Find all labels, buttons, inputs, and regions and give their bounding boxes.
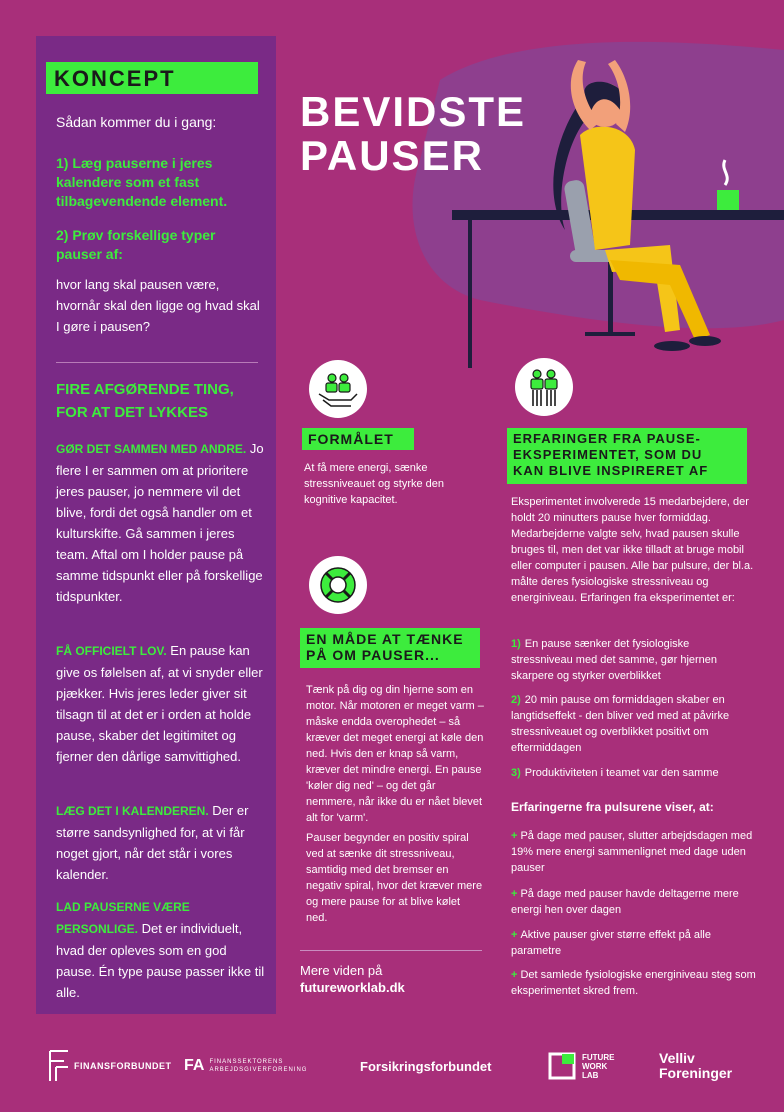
point-number: 1) bbox=[511, 638, 521, 650]
fa-mark: FA bbox=[184, 1057, 205, 1074]
fa-line-2: ARBEJDSGIVERFORENING bbox=[209, 1067, 308, 1073]
sidebar-panel bbox=[36, 36, 276, 1014]
point-text: 20 min pause om formiddagen skaber en langtidseffekt - den bliver ved med at påvirke stressniveauet og overblikket positivt om eftermiddagen bbox=[511, 694, 730, 754]
forsikringsforbundet-text: Forsikringsforbundet bbox=[360, 1058, 492, 1074]
tip-title: LÆG DET I KALENDEREN. bbox=[56, 804, 209, 818]
point-number: 3) bbox=[511, 767, 521, 779]
fwl-line-3: LAB bbox=[582, 1070, 599, 1080]
experiment-point bbox=[511, 692, 751, 756]
title-line-2: PAUSER bbox=[300, 132, 484, 179]
formaalet-text: At få mere energi, sænke stressniveauet og styrke den kognitive kapacitet. bbox=[304, 462, 445, 506]
velliv-foreninger-logo bbox=[659, 1048, 732, 1084]
tip-text: Det er individuelt, hvad der opleves som en god pause. Én type pause passer ikke til alle. bbox=[56, 921, 265, 1000]
step-1: 1) Læg pauserne i jeres kalendere som et fast tilbagevendende element. bbox=[56, 155, 228, 209]
koncept-tag: KONCEPT bbox=[46, 62, 258, 94]
more-divider bbox=[300, 950, 482, 951]
sidebar-divider bbox=[56, 362, 258, 363]
experiment-point bbox=[511, 636, 751, 684]
title-line-1: BEVIDSTE bbox=[300, 88, 527, 135]
tip-title: LAD PAUSERNE VÆRE PERSONLIGE. bbox=[56, 900, 190, 936]
experiment-point bbox=[511, 765, 751, 781]
pulse-bullet bbox=[511, 886, 756, 918]
pulse-bullet bbox=[511, 927, 756, 959]
point-text: Produktiviteten i teamet var den samme bbox=[524, 767, 719, 779]
step-2-description: hvor lang skal pausen være, hvornår skal den ligge og hvad skal I gøre i pausen? bbox=[56, 277, 260, 334]
point-number: 2) bbox=[511, 694, 521, 706]
future-work-lab-text bbox=[582, 1053, 614, 1080]
sidebar-heading: FIRE AFGØRENDE TING, FOR AT DET LYKKES bbox=[56, 381, 234, 421]
formaalet-tag: FORMÅLET bbox=[302, 428, 414, 450]
erfaringer-tag bbox=[507, 428, 747, 484]
plus-icon: + bbox=[511, 830, 518, 842]
erfaringer-tag-line-3: KAN BLIVE INSPIRERET AF bbox=[513, 463, 709, 478]
point-text: En pause sænker det fysiologiske stressniveau med det samme, gør hjernen skarpere og styrker overblikket bbox=[511, 638, 718, 682]
future-work-lab-logo bbox=[548, 1048, 614, 1084]
more-label: Mere viden på bbox=[300, 963, 383, 978]
erfaringer-intro: Eksperimentet involverede 15 medarbejdere, der holdt 20 minutters pause hver formiddag. Medarbejderne valgte selv, hvad pausen skulle bruges til, men det var ikke tilladt at bruge mobil eller computer i pausen. Alle bar pulsure, der bl.a. målte deres fysiologiske stressniveau og energiniveau. Erfaringen fra eksperimentet er: bbox=[511, 496, 754, 604]
tip-text: Der er større sandsynlighed for, at vi får noget gjort, når det står i vores kalender. bbox=[56, 803, 249, 882]
pulse-bullet bbox=[511, 967, 756, 999]
bullet-text: Det samlede fysiologiske energiniveau steg som eksperimentet skred frem. bbox=[511, 969, 756, 997]
fa-text bbox=[209, 1058, 307, 1074]
maade-paragraph-1: Tænk på dig og din hjerne som en motor. Når motoren er meget varm – måske endda overophedet – så kræver det meget energi at køle den ned. Hvis den er knap så varm, kræver det mindre energi. En pause 'køler dig ned' – og det går nemmere, når ikke du er nået blevet alt for 'varm'. bbox=[306, 684, 484, 824]
pulse-heading: Erfaringerne fra pulsurene viser, at: bbox=[511, 800, 714, 814]
finansforbundet-mark-icon bbox=[48, 1049, 70, 1083]
erfaringer-tag-line-2: EKSPERIMENTET, SOM DU bbox=[513, 447, 703, 462]
maade-paragraph-2: Pauser begynder en positiv spiral ved at sænke dit stressniveau, samtidig med det bremser en negativ spiral, hvor det kræver mere og mere pause for at blive kølet ned. bbox=[306, 832, 483, 924]
bullet-text: På dage med pauser, slutter arbejdsdagen med 19% mere energi sammenlignet med dage uden pauser bbox=[511, 830, 753, 874]
velliv-text bbox=[659, 1051, 732, 1081]
tip-title: FÅ OFFICIELT LOV. bbox=[56, 644, 167, 658]
bullet-text: Aktive pauser giver større effekt på alle parametre bbox=[511, 929, 711, 957]
fwl-line-2: WORK bbox=[582, 1061, 608, 1071]
fa-line-1: FINANSSEKTORENS bbox=[209, 1059, 284, 1065]
step-2: 2) Prøv forskellige typer pauser af: bbox=[56, 227, 216, 262]
velliv-line-2: Foreninger bbox=[659, 1065, 733, 1081]
pulse-bullet bbox=[511, 828, 756, 876]
sidebar-intro: Sådan kommer du i gang: bbox=[56, 114, 217, 130]
forsikringsforbundet-logo bbox=[360, 1048, 491, 1084]
bullet-text: På dage med pauser havde deltagerne mere energi hen over dagen bbox=[511, 888, 739, 916]
tip-title: GØR DET SAMMEN MED ANDRE. bbox=[56, 442, 247, 456]
fwl-line-1: FUTURE bbox=[582, 1052, 615, 1062]
tip-text: Jo flere I er sammen om at prioritere jeres pauser, jo nemmere vil det blive, fordi det også handler om et kulturskifte. Gå sammen i jeres team. Aftal om I holder pause på samme tidspunkt eller på forskellige tidspunkter. bbox=[56, 441, 264, 604]
maade-tag bbox=[300, 628, 480, 668]
futureworklab-link[interactable]: futureworklab.dk bbox=[300, 980, 405, 995]
team-people-icon bbox=[515, 358, 573, 416]
tip-text: En pause kan give os følelsen af, at vi snyder eller pjækker. Hvis jeres leder giver sit tilsagn til at det er i orden at holde pause, skaber det legitimitet og fjerner den dårlige samvittighed. bbox=[56, 643, 263, 764]
page-title bbox=[300, 90, 526, 178]
tip-item bbox=[56, 640, 266, 767]
finansforbundet-logo bbox=[48, 1048, 172, 1084]
maade-tag-line-1: EN MÅDE AT TÆNKE bbox=[306, 631, 464, 647]
tip-item bbox=[56, 438, 266, 607]
lifebuoy-icon bbox=[309, 556, 367, 614]
finansforbundet-text: FINANSFORBUNDET bbox=[74, 1061, 172, 1071]
plus-icon: + bbox=[511, 969, 518, 981]
maade-tag-line-2: PÅ OM PAUSER... bbox=[306, 647, 440, 663]
fa-logo bbox=[184, 1048, 307, 1084]
plus-icon: + bbox=[511, 888, 518, 900]
velliv-line-1: Velliv bbox=[659, 1050, 695, 1066]
erfaringer-tag-line-1: ERFARINGER FRA PAUSE- bbox=[513, 431, 701, 446]
future-work-lab-mark-icon bbox=[548, 1052, 576, 1080]
plus-icon: + bbox=[511, 929, 518, 941]
hands-people-icon bbox=[309, 360, 367, 418]
tip-item bbox=[56, 896, 266, 1003]
tip-item bbox=[56, 800, 266, 885]
